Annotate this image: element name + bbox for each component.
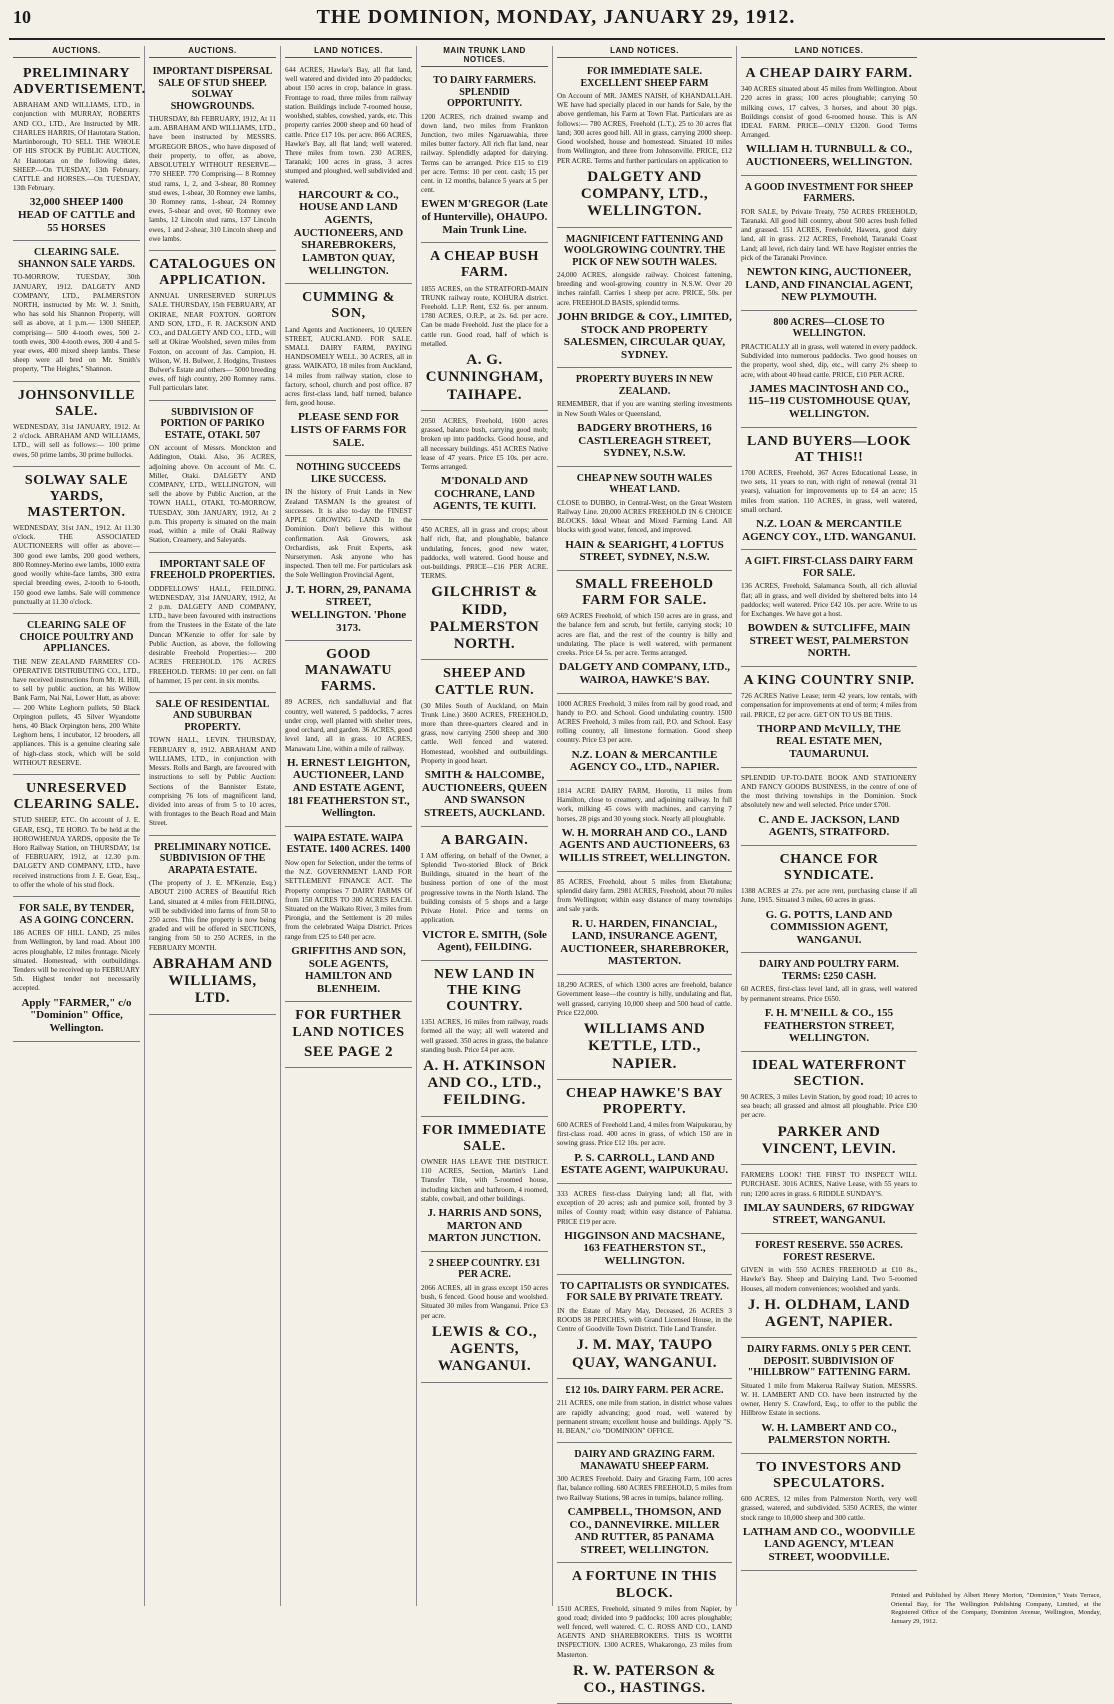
- advertisement: [285, 1004, 412, 1067]
- advertisement: [741, 1456, 917, 1571]
- ad-advertiser: PARKER AND VINCENT, LEVIN.: [761, 1123, 897, 1157]
- ad-heading: CHEAP HAWKE'S BAY PROPERTY.: [565, 1085, 724, 1117]
- ad-body: REMEMBER, that if you are wanting sterling investments in New South Wales or Queensland,: [557, 400, 732, 418]
- advertisement: [741, 955, 917, 1051]
- advertisement: [741, 62, 917, 176]
- ad-body: On Account of MR. JAMES NAISH, of KHANDALLAH. WE have had specially placed in our hands for Sale, by the above gentleman, his Farm at Town Flat. Particulars are as follows:— 780 ACRES, Freehold (L.T.), 25 to 30 acres flat land; 300 acres good hill. All in grass, carrying 2000 sheep. Good woolshed, house and homestead. Situated 10 miles from Wellington, and three from Johnsonville. PRICE, £12 PER ACRE. Terms and further particulars on application to: [557, 92, 732, 165]
- ad-advertiser: H. ERNEST LEIGHTON, AUCTIONEER, LAND AND ESTATE AGENT, 181 FEATHERSTON ST., Wellington.: [286, 756, 411, 820]
- ad-heading: PRELIMINARY ADVERTISEMENT.: [13, 66, 146, 98]
- ad-body: 1351 ACRES, 16 miles from railway, roads formed all the way; all well watered and well grassed. 350 acres in grass, the balance standing bush. Price £4 per acre.: [421, 1018, 548, 1054]
- ad-advertiser: W. H. MORRAH AND CO., LAND AGENTS AND AUCTIONEERS, 63 WILLIS STREET, WELLINGTON.: [558, 826, 731, 865]
- ad-body: IN the history of Fruit Lands in New Zealand TASMAN Is the greatest of successes. It is also to-day the FINEST APPLE GROWING LAND In the Dominion. Don't believe this without confirmation. Ask Growers, ask Orchardists, ask Fruit Experts, ask Nurserymen. Ask anyone who has inspected. Then tell me. For particulars ask the Sole Wellington Provincial Agent,: [285, 488, 412, 580]
- ad-advertiser: GRIFFITHS AND SON, SOLE AGENTS, HAMILTON AND BLENHEIM.: [291, 944, 406, 995]
- ad-advertiser: LATHAM AND CO., WOODVILLE LAND AGENCY, M'LEAN STREET, WOODVILLE.: [742, 1525, 916, 1564]
- ad-heading: FOR SALE, BY TENDER, AS A GOING CONCERN.: [19, 903, 134, 926]
- ad-advertiser: SEE PAGE 2: [304, 1043, 393, 1060]
- ad-heading: CATALOGUES ON APPLICATION.: [149, 257, 276, 289]
- advertisement: [149, 62, 276, 251]
- advertisement: [149, 838, 276, 1015]
- advertisement: [557, 1082, 732, 1184]
- ad-body: Land Agents and Auctioneers, 10 QUEEN STREET, AUCKLAND. FOR SALE. SMALL DAIRY FARM, PAYING HANDSOMELY WELL. 30 ACRES, all in grass. WAIKATO, 18 miles from Auckland, 14 miles from railway station, close to factory, school, church and post office. 87 acres first-class land, half turned, balance fern, good house.: [285, 325, 412, 408]
- ad-advertiser: HIGGINSON AND MACSHANE, 163 FEATHERSTON ST., WELLINGTON.: [564, 1229, 725, 1268]
- advertisement: [557, 469, 732, 571]
- ad-body: 669 ACRES Freehold, of which 150 acres are in grass, and the balance fern and scrub, but fertile, carrying stock; 10 acres are flat, and the rest of the country is hilly and undulating. The place is well watered, with permanent creeks. Price £4 5s. per acre. Terms arranged.: [557, 612, 732, 658]
- ad-body: 644 ACRES, Hawke's Bay, all flat land, well watered and divided into 20 paddocks; about 150 acres in crop, balance in grass. Frontage to road, three miles from railway station. Buildings include 7-roomed house, woolshed, stables, cowshed, yards, etc. This property carries 2000 sheep and 60 head of cattle. Price £17 10s. per acre. 866 ACRES, Hawke's Bay, all flat land; well watered. Three miles from town. 230 ACRES, Taranaki; 100 acres in grass, 3 acres stumped and ploughed, well subdivided and watered.: [285, 66, 412, 185]
- advertisement: [421, 1254, 548, 1383]
- ad-body: 60 ACRES, first-class level land, all in grass, well watered by permanent streams. Price £650.: [741, 985, 917, 1003]
- ad-advertiser: LEWIS & CO., AGENTS, WANGANUI.: [431, 1323, 538, 1375]
- ad-heading: MAGNIFICENT FATTENING AND WOOLGROWING COUNTRY. THE PICK OF NEW SOUTH WALES.: [563, 233, 726, 268]
- ad-heading: IMPORTANT SALE OF FREEHOLD PROPERTIES.: [150, 558, 275, 582]
- ad-body: IN the Estate of Mary May, Deceased, 26 ACRES 3 ROODS 38 PERCHES, with Grand Licensed House, in the Centre of Goodville Town District. Title Land Transfer.: [557, 1306, 732, 1334]
- ad-advertiser: M'DONALD AND COCHRANE, LAND AGENTS, TE KUITI.: [432, 475, 537, 513]
- advertisement: [557, 874, 732, 975]
- ad-advertiser: HARCOURT & CO., HOUSE AND LAND AGENTS, AUCTIONEERS, AND SHAREBROKERS, LAMBTON QUAY, WELLINGTON.: [293, 188, 404, 277]
- ad-advertiser: NEWTON KING, AUCTIONEER, LAND, AND FINANCIAL AGENT, NEW PLYMOUTH.: [745, 266, 913, 304]
- ad-heading: A KING COUNTRY SNIP.: [743, 673, 915, 689]
- advertisement: [557, 1186, 732, 1275]
- ad-heading: GOOD MANAWATU FARMS.: [305, 647, 392, 695]
- ad-body: THE NEW ZEALAND FARMERS' CO-OPERATIVE DISTRIBUTING CO., LTD., have received instructions from Mr. H. Hill, to sell by public auction, at his Willow Bank Farm, Nai Nai, Lower Hutt, as above:— 200 White Leghorn pullets, 50 Black Orpington pullets, 45 Silver Wyandotte hens, 40 Black Orpington hens, 200 White Leghorn hens, 1 incubator, 12 brooders, all appliances. This is a genuine clearing sale of high-class stock, which will be sold WITHOUT RESERVE.: [13, 657, 140, 767]
- ad-advertiser: A. G. CUNNINGHAM, TAIHAPE.: [425, 352, 544, 403]
- advertisement: [741, 1340, 917, 1454]
- ad-body: 333 ACRES first-class Dairying land; all flat, with exception of 20 acres; ash and pumice soil, fronted by 3 miles of County road; within easy distance of Pahiatua. PRICE £19 per acre.: [557, 1189, 732, 1226]
- ad-body: 90 ACRES, 3 miles Levin Station, by good road; 10 acres to sea beach; all grassed and almost all ploughable. Price £30 per acre.: [741, 1093, 917, 1120]
- ad-heading: DAIRY AND POULTRY FARM. TERMS: £250 CASH.: [759, 959, 899, 982]
- advertisement: [557, 783, 732, 872]
- ad-heading: A CHEAP BUSH FARM.: [430, 249, 539, 281]
- ad-advertiser: C. AND E. JACKSON, LAND AGENTS, STRATFORD.: [758, 813, 900, 839]
- ad-advertiser: BOWDEN & SUTCLIFFE, MAIN STREET WEST, PALMERSTON NORTH.: [747, 622, 911, 660]
- ad-body: 600 ACRES of Freehold Land, 4 miles from Waipukurau, by first-class road. 400 acres in grass, of which 150 are in sowing grass. Price £12 10s. per acre.: [557, 1120, 732, 1148]
- ad-heading: SHEEP AND CATTLE RUN.: [434, 666, 535, 698]
- ad-heading: £12 10s. DAIRY FARM. PER ACRE.: [565, 1384, 724, 1396]
- ad-body: CLOSE to DUBBO, in Central-West, on the Great Western Railway Line. 20,000 ACRES FREEHOLD IN 6 CHOICE BLOCKS. Ideal Wheat and Mixed Farming Land. All blocks with good water, fenced, and improved.: [557, 498, 732, 535]
- ad-body: I AM offering, on behalf of the Owner, a Splendid Two-storied Block of Brick Buildings, situated in the heart of the business portion of one of the most progressive towns in the North Island. The building consists of 5 shops and a large Private Hotel. Price and terms on application.: [421, 851, 548, 925]
- ad-body: 1855 ACRES, on the STRATFORD-MAIN TRUNK railway route, KOHURA district. Freehold. L.I.P. Rent, £32 6s. per annum. 1780 ACRES, O.R.P., at 2s. 6d. per acre. Can be made Freehold. Just the place for a cattle run. Good road, half of which is metalled.: [421, 284, 548, 348]
- ad-body: ANNUAL UNRESERVED SURPLUS SALE. THURSDAY, 15th FEBRUARY, AT OKIRAE, NEAR FOXTON. GORTON AND SON, LTD., F. R. JACKSON AND CO., and DALGETY AND CO., LTD., will sell at Okirae Woolshed, seven miles from Foxton, on account of Jas. Campion, H. Wilson, W. H. Bulwer, J. Hodgins, Trustees Bulwer's Estate and others— 5000 breeding ewes, off high country, 200 Romney rams. Full particulars later.: [149, 292, 276, 393]
- ad-heading: DAIRY AND GRAZING FARM. MANAWATU SHEEP FARM.: [574, 1449, 715, 1472]
- advertisement: [741, 1236, 917, 1338]
- advertisement: [557, 230, 732, 369]
- ad-body: 300 ACRES Freehold. Dairy and Grazing Farm, 100 acres flat, balance rolling. 680 ACRES FREEHOLD, 5 miles from two Railway Stations, 98 acres in turnips, balance rolling.: [557, 1475, 732, 1502]
- ad-advertiser: PLEASE SEND FOR LISTS OF FARMS FOR SALE.: [290, 411, 407, 449]
- ad-advertiser: WILLIAMS AND KETTLE, LTD., NAPIER.: [583, 1021, 706, 1072]
- ad-heading: LAND BUYERS—LOOK AT THIS!!: [747, 433, 911, 465]
- ad-advertiser: Apply "FARMER," c/o "Dominion" Office, Wellington.: [21, 996, 132, 1034]
- ad-body: 1388 ACRES at 27s. per acre rent, purchasing clause if all June, 1915. Situated 3 miles, 60 acres in grass.: [741, 887, 917, 905]
- ad-heading: PRELIMINARY NOTICE. SUBDIVISION OF THE ARAPATA ESTATE.: [154, 841, 271, 876]
- advertisement: [421, 1119, 548, 1252]
- advertisement: [557, 1277, 732, 1379]
- ad-heading: DAIRY FARMS. ONLY 5 PER CENT. DEPOSIT. SUBDIVISION OF "HILLBROW" FATTENING FARM.: [746, 1344, 911, 1379]
- ad-heading: FOR IMMEDIATE SALE. EXCELLENT SHEEP FARM: [580, 66, 709, 89]
- ad-heading: CLEARING SALE OF CHOICE POULTRY AND APPLIANCES.: [19, 620, 134, 655]
- advertisement: [557, 1565, 732, 1704]
- advertisement: [13, 616, 140, 775]
- advertisement: [557, 370, 732, 466]
- ad-heading: UNRESERVED CLEARING SALE.: [13, 781, 140, 813]
- ad-advertiser: W. H. LAMBERT AND CO., PALMERSTON NORTH.: [761, 1421, 897, 1447]
- ad-advertiser: THORP AND McVILLY, THE REAL ESTATE MEN, TAUMARUNUI.: [757, 722, 901, 761]
- ad-advertiser: 32,000 SHEEP 1400 HEAD OF CATTLE and 55 HORSES: [17, 196, 136, 234]
- column-heading: AUCTIONS.: [13, 46, 140, 58]
- ad-body: 1814 ACRE DAIRY FARM, Horotiu, 11 miles from Hamilton, close to creamery, and adjoining railway. In full work, milking 45 cows with machines, and carrying 7 horses, 28 pigs and 30 young stock. Nearly all ploughable.: [557, 786, 732, 823]
- column-1: [9, 46, 145, 1606]
- ad-body: GIVEN in with 550 ACRES FREEHOLD at £10 8s., Hawke's Bay. Sheep and Dairying Land. Two 5-roomed Houses, all modern conveniences; woolshed and yards.: [741, 1266, 917, 1293]
- column-heading: LAND NOTICES.: [741, 46, 917, 58]
- advertisement: [557, 977, 732, 1080]
- advertisement: [285, 829, 412, 1003]
- column-heading: LAND NOTICES.: [285, 46, 412, 58]
- advertisement: [741, 669, 917, 768]
- ad-advertiser: J. T. HORN, 29, PANAMA STREET, WELLINGTON. 'Phone 3173.: [285, 583, 412, 634]
- ad-heading: SOLWAY SALE YARDS, MASTERTON.: [24, 472, 129, 520]
- ad-heading: FOR FURTHER LAND NOTICES: [292, 1008, 405, 1040]
- ad-heading: NEW LAND IN THE KING COUNTRY.: [434, 966, 535, 1014]
- ad-advertiser: WILLIAM H. TURNBULL & CO., AUCTIONEERS, WELLINGTON.: [745, 143, 913, 169]
- ad-body: (30 Miles South of Auckland, on Main Trunk Line.) 3600 ACRES, FREEHOLD, more than three-quarters cleared and in grass, now carrying 2500 sheep and 300 cattle. Well fenced and watered. Homestead, woolshed and outbuildings. Property in good heart.: [421, 701, 548, 765]
- newspaper-page: [9, 6, 1105, 1697]
- ad-heading: FOREST RESERVE. 550 ACRES. FOREST RESERVE.: [755, 1240, 903, 1263]
- ad-body: 1200 ACRES, rich drained swamp and down land, two miles from Frankton Junction, two miles Ngaruawahia, three miles butter factory. All rich flat land, near railway. Splendidly adapted for dairying. Terms can be arranged. Price £15 to £19 per acre. Terms: 10 per cent. cash; 15 per cent. in 12 months, balance 5 years at 5 per cent.: [421, 112, 548, 195]
- ad-advertiser: J. M. MAY, TAUPO QUAY, WANGANUI.: [572, 1337, 717, 1371]
- ad-advertiser: VICTOR E. SMITH, (Sole Agent), FEILDING.: [422, 928, 547, 954]
- ad-body: WEDNESDAY, 31st JAN., 1912. At 11.30 o'clock. THE ASSOCIATED AUCTIONEERS will offer as above:— 300 good ewe lambs, 200 good wethers, 800 Romney-Merino ewe lambs, 1000 extra good woolly white-face lambs, 300 extra special breeding ewes, 2-tooth to 6-tooth, 150 good ewe lambs. Sale will commence punctually at 11.30 o'clock.: [13, 524, 140, 606]
- ad-body: (The property of J. E. M'Kenzie, Esq.) ABOUT 2100 ACRES of Beautiful Rich Land, situated at 4 miles from FEILDING, will be subdivided into farms of from 50 to 250 acres. This fine property is now being graded and will be offered in SECTIONS, ranging from 50 to 250 ACRES, in the FEBRUARY MONTH.: [149, 879, 276, 952]
- column-heading: LAND NOTICES.: [557, 46, 732, 58]
- advertisement: [285, 458, 412, 641]
- ad-advertiser: DALGETY AND COMPANY, LTD., WAIROA, HAWKE'S BAY.: [559, 661, 730, 686]
- ad-heading: CLEARING SALE. SHANNON SALE YARDS.: [18, 247, 135, 270]
- advertisement: [741, 848, 917, 954]
- advertisement: [741, 770, 917, 846]
- ad-heading: A GIFT. FIRST-CLASS DAIRY FARM FOR SALE.: [744, 556, 914, 579]
- advertisement: [149, 695, 276, 836]
- ad-advertiser: P. S. CARROLL, LAND AND ESTATE AGENT, WAIPUKURAU.: [560, 1151, 729, 1177]
- advertisement: [421, 245, 548, 410]
- ad-heading: A CHEAP DAIRY FARM.: [745, 66, 913, 81]
- ad-advertiser: R. U. HARDEN, FINANCIAL, LAND, INSURANCE AGENT, AUCTIONEER, SHAREBROKER, MASTERTON.: [560, 917, 729, 968]
- ad-advertiser: IMLAY SAUNDERS, 67 RIDGWAY STREET, WANGANUI.: [743, 1201, 915, 1227]
- ad-advertiser: JAMES MACINTOSH AND CO., 115–119 CUSTOMHOUSE QUAY, WELLINGTON.: [747, 382, 911, 421]
- ad-heading: JOHNSONVILLE SALE.: [17, 387, 136, 419]
- advertisement: [13, 243, 140, 381]
- page-number: 10: [13, 7, 31, 27]
- ad-body: 18,290 ACRES, of which 1300 acres are freehold, balance Government lease—the country is hilly, undulating and flat, well grassed, carrying 10,000 sheep and 500 head of cattle. Price £22,000.: [557, 981, 732, 1017]
- ad-heading: CHANCE FOR SYNDICATE.: [779, 851, 879, 883]
- advertisement: [13, 384, 140, 467]
- ad-advertiser: GILCHRIST & KIDD, PALMERSTON NORTH.: [429, 584, 540, 653]
- advertisement: [741, 430, 917, 551]
- ad-body: STUD SHEEP, ETC. On account of J. E. GEAR, ESQ., TE HORO. To be held at the HOROWHENUA YARDS, opposite the Te Horo Railway Station, on THURSDAY, 1st of FEBRUARY, 1912, at 12.30 p.m. DALGETY AND COMPANY, LTD., have received instructions from J. E. Gear, Esq., to offer the whole of his stud flock.: [13, 816, 140, 889]
- ad-body: 1700 ACRES, Freehold, 367 Acres Educational Lease, in two sets, 11 years to run, with right of renewal (rental 31 years), valuation for improvements up to £4 an acre; 15 miles from station. 110 ACRES, in grass, well watered, small orchard.: [741, 468, 917, 514]
- ad-heading: IMPORTANT DISPERSAL SALE OF STUD SHEEP. SOLWAY SHOWGROUNDS.: [152, 66, 273, 112]
- column-3: [281, 46, 417, 1606]
- column-5: [553, 46, 737, 1697]
- ad-body: 1510 ACRES, Freehold, situated 9 miles from Napier, by good road; divided into 9 paddocks; 100 acres ploughable; well fenced, well watered. C. C. ROSS AND CO., LAND AGENTS AND SHAREBROKERS. THIS IS WORTH INSPECTION. 1300 ACRES, Whakarongo, 23 miles from Masterton.: [557, 1604, 732, 1659]
- advertisement: [557, 696, 732, 781]
- advertisement: [557, 573, 732, 694]
- ad-body: 450 ACRES, all in grass and crops; about half rich, flat, and ploughable, balance undulating, fences, good new water, paddocks, well watered. Good house and out-buildings. PRICE—£16 PER ACRE. TERMS.: [421, 526, 548, 581]
- ad-body: 89 ACRES, rich sandalluvial and flat country, well watered, 5 paddocks, 7 acres under crop, well planted with shelter trees, good orchard, and garden. 36 ACRES, good level land, all in grass. 10 ACRES, Manawatu Line, within a mile of railway.: [285, 698, 412, 753]
- advertisement: [285, 286, 412, 456]
- advertisement: [13, 777, 140, 897]
- ad-body: 186 ACRES OF HILL LAND, 25 miles from Wellington, by land road. About 100 acres ploughable, 12 miles frontage. Nicely situated. Homestead, with outbuildings. Tenders will be received up to FEBRUARY 5th. Highest tender not necessarily accepted.: [13, 929, 140, 993]
- ad-heading: 800 ACRES—CLOSE TO WELLINGTON.: [773, 316, 885, 340]
- advertisement: [421, 829, 548, 961]
- ad-body: TO-MORROW, TUESDAY, 30th JANUARY, 1912. DALGETY AND COMPANY, LTD., PALMERSTON NORTH, instructed by Mr. W. J. Smith, who has sold his Shannon Property, will sell as above, at 1 p.m.— 1300 SHEEP, comprising— 500 4-tooth ewes, 500 2-tooth ewes, 300 4-tooth ewes, 300 4 and 5-year ewes, 400 mixed sheep lambs. These sheep were all bred on Mr. Smith's property, "The Heights," Shannon.: [13, 273, 140, 374]
- ad-heading: CHEAP NEW SOUTH WALES WHEAT LAND.: [576, 472, 713, 496]
- ad-heading: IDEAL WATERFRONT SECTION.: [751, 1057, 907, 1089]
- advertisement: [741, 178, 917, 311]
- ad-advertiser: JOHN BRIDGE & COY., LIMITED, STOCK AND PROPERTY SALESMEN, CIRCULAR QUAY, SYDNEY.: [557, 310, 732, 361]
- ad-body: 85 ACRES, Freehold, about 5 miles from Eketahuna; splendid dairy farm. 2981 ACRES, Freehold, about 70 miles from Wellington; within easy distance of many townships and sale yards.: [557, 877, 732, 914]
- ad-body: OWNER HAS LEAVE THE DISTRICT. 110 ACRES, Section, Martin's Land Transfer Title, with 5-roomed house, including kitchen and bathroom, 4 roomed, stable, cowbail, and other buildings.: [421, 1157, 548, 1203]
- ad-body: THURSDAY, 8th FEBRUARY, 1912, At 11 a.m. ABRAHAM AND WILLIAMS, LTD., have been instructed by MESSRS. M'GREGOR BROS., who have disposed of their property, to offer, as above, ABSOLUTELY WITHOUT RESERVE— 770 SHEEP. 770 Comprising— 8 Romney stud rams, 1, 2, and 3-shear, 80 Romney stud ewes, 1-shear, 30 Romney ewe lambs, 30 Romney rams, 1-shear, 24 Romney ewes, 5-shear and over, 60 Romney ewe lambs, 12 Lincoln stud rams, 137 Lincoln ewes, 1 and 2-shear, 310 Lincoln sheep and ewe lambs.: [149, 115, 276, 243]
- advertisement: [421, 522, 548, 660]
- ad-advertiser: F. H. M'NEILL & CO., 155 FEATHERSTON STREET, WELLINGTON.: [763, 1006, 895, 1045]
- advertisement: [13, 62, 146, 241]
- ad-advertiser: EWEN M'GREGOR (Late of Hunterville), OHAUPO. Main Trunk Line.: [421, 198, 548, 236]
- advertisement: [557, 1381, 732, 1443]
- ad-advertiser: CAMPBELL, THOMSON, AND CO., DANNEVIRKE. MILLER AND RUTTER, 85 PANAMA STREET, WELLINGTON.: [567, 1505, 722, 1556]
- ad-body: Now open for Selection, under the terms of the N.Z. GOVERNMENT LAND FOR SETTLEMENT FINANCE ACT. The Property comprises 7 DAIRY FARMS Of from 150 ACRES TO 300 ACRES EACH. Situated on the Waikato River, 3 miles from Pirongia, and the Settlement is 20 miles from the celebrated Waipa District. Prices range from £25 to £40 per acre.: [285, 858, 412, 941]
- advertisement: [13, 899, 140, 1041]
- column-2: [145, 46, 281, 1606]
- ad-body: WEDNESDAY, 31st JANUARY, 1912. At 2 o'clock. ABRAHAM AND WILLIAMS, LTD., will sell as follows:— 100 prime ewes, 50 prime lambs, 30 prime bullocks.: [13, 422, 140, 459]
- ad-heading: TO DAIRY FARMERS. SPLENDID OPPORTUNITY.: [433, 75, 536, 109]
- ad-body: 1000 ACRES Freehold, 3 miles from rail by good road, and handy to P.O. and School. Good undulating country. 1500 ACRES Freehold, 3 miles from rail, P.O. and School. Easy rolling country, all limestone formation. Good sheep country. Price £3 per acre.: [557, 699, 732, 745]
- ad-heading: TO INVESTORS AND SPECULATORS.: [756, 1459, 902, 1491]
- advertisement: [741, 1054, 917, 1165]
- ad-advertiser: N.Z. LOAN & MERCANTILE AGENCY COY., LTD. WANGANUI.: [742, 518, 916, 543]
- ad-body: SPLENDID UP-TO-DATE BOOK AND STATIONERY AND FANCY GOODS BUSINESS, in the centre of one of the most thriving townships in the Dominion. Stock absolutely new and well selected. Price under £700.: [741, 773, 917, 810]
- ad-advertiser: R. W. PATERSON & CO., HASTINGS.: [573, 1662, 716, 1697]
- ad-advertiser: SMITH & HALCOMBE, AUCTIONEERS, QUEEN AND SWANSON STREETS, AUCKLAND.: [421, 769, 548, 820]
- advertisement: [421, 662, 548, 826]
- ad-body: 211 ACRES, one mile from station, in district whose values are rapidly advancing; good road, well watered by permanent stream; excellent house and buildings. Apply "S. H. BEAN," c/o "DOMINION" OFFICE.: [557, 1399, 732, 1435]
- ad-heading: TO CAPITALISTS OR SYNDICATES. FOR SALE BY PRIVATE TREATY.: [560, 1280, 729, 1304]
- ad-body: 2066 ACRES, all in grass except 150 acres bush, 6 fenced. Good house and woolshed. Situated 30 miles from Wanganui. Price £3 per acre.: [421, 1283, 548, 1320]
- advertisement: [285, 62, 412, 284]
- ad-body: 24,000 ACRES, alongside railway. Choicest fattening, breeding and wool-growing country in N.S.W. Over 20 inches rainfall. Carries 1 sheep per acre. PRICE, 50s. per acre. FREEHOLD BASIS, splendid terms.: [557, 271, 732, 307]
- advertisement: [149, 555, 276, 693]
- ad-body: ABRAHAM AND WILLIAMS, LTD., in conjunction with MURRAY, ROBERTS AND CO., LTD., Are Instructed by MR. CHARLES HARRIS, Of Hautotara Station, Martinborough, TO SELL THE WHOLE OF HIS STOCK By PUBLIC AUCTION, At Hautotara on the following dates, SHEEP.—On TUESDAY, 13th February. CATTLE and HORSES.—On TUESDAY, 13th February.: [13, 101, 140, 193]
- advertisement: [149, 403, 276, 553]
- ad-heading: A BARGAIN.: [440, 832, 529, 848]
- advertisement: [285, 643, 412, 827]
- ad-heading: NOTHING SUCCEEDS LIKE SUCCESS.: [296, 462, 401, 485]
- column-heading: AUCTIONS.: [149, 46, 276, 58]
- ad-advertiser: BADGERY BROTHERS, 16 CASTLEREAGH STREET, SYDNEY, N.S.W.: [577, 421, 712, 460]
- column-4: [417, 46, 553, 1606]
- ad-heading: SALE OF RESIDENTIAL AND SUBURBAN PROPERTY.: [155, 698, 270, 733]
- advertisement: [741, 1167, 917, 1234]
- ad-body: ODDFELLOWS' HALL, FEILDING. WEDNESDAY, 31st JANUARY, 1912, At 2 p.m. DALGETY AND COMPANY, LTD., have been favoured with instructions from the Trustees in the Estate of the late Duncan M'Kenzie to offer for sale by Public Auction, as above, the following desirable Freehold Properties:— 200 ACRES FREEHOLD. 176 ACRES FREEHOLD. TERMS: 10 per cent. on fall of hammer, 15 per cent. in six months.: [149, 584, 276, 685]
- ad-advertiser: N.Z. LOAN & MERCANTILE AGENCY CO., LTD., NAPIER.: [569, 748, 720, 774]
- advertisement: [741, 552, 917, 667]
- advertisement: [13, 469, 140, 614]
- ad-advertiser: HAIN & SEARIGHT, 4 LOFTUS STREET, SYDNEY, N.S.W.: [565, 538, 724, 564]
- ad-heading: WAIPA ESTATE. WAIPA ESTATE. 1400 ACRES. 1400: [286, 832, 411, 856]
- ad-heading: FOR IMMEDIATE SALE.: [422, 1122, 547, 1154]
- ad-advertiser: DALGETY AND COMPANY, LTD., WELLINGTON.: [580, 168, 709, 220]
- advertisement: [741, 313, 917, 428]
- advertisement: [421, 413, 548, 520]
- column-heading: MAIN TRUNK LAND NOTICES.: [421, 46, 548, 67]
- masthead: [9, 6, 1105, 40]
- advertisement: [149, 253, 276, 401]
- ad-body: Situated 1 mile from Makerua Railway Station. MESSRS. W. H. LAMBERT AND CO. have been instructed by the owner, Henry S. Crawford, Esq., to offer to the public the Hillbrow Estate in sections.: [741, 1381, 917, 1418]
- ad-body: 340 ACRES situated about 45 miles from Wellington. About 220 acres in grass; 100 acres ploughable; carrying 50 milking cows, 17 calves, 3 horses, and about 30 pigs. Buildings consist of good 6-roomed house. This is AN IDEAL FARM. PRICE—ONLY £3200. Good Terms Arranged.: [741, 85, 917, 140]
- ad-heading: A GOOD INVESTMENT FOR SHEEP FARMERS.: [744, 181, 914, 205]
- ad-advertiser: J. H. OLDHAM, LAND AGENT, NAPIER.: [747, 1296, 911, 1330]
- ad-body: 600 ACRES, 12 miles from Palmerston North, very well grassed, watered, and subdivided. 5350 ACRES, the winter stock range to 10,000 sheep and 300 cattle.: [741, 1495, 917, 1522]
- ad-advertiser: G. G. POTTS, LAND AND COMMISSION AGENT, WANGANUI.: [765, 908, 893, 946]
- ad-body: 726 ACRES Native Lease; term 42 years, low rentals, with compensation for improvements at end of term; 4 miles from rail. PRICE, £2 per acre. GET ON TO US BE THIS.: [741, 692, 917, 719]
- ad-body: ON account of Messrs. Monckton and Addington, Otaki. Also, 36 ACRES, adjoining above. On account of Mr. C. Miller, Otaki. DALGETY AND COMPANY, LTD., WELLINGTON, will sell the above by Public Auction, at the TOWN HALL, OTAKI, TO-MORROW, TUESDAY, 30th JANUARY, 1912, At 2 p.m. This property is situated on the main road, within a mile of Otaki Railway Station, Creamery, and Saleyards.: [149, 444, 276, 545]
- imprint: Printed and Published by Albert Henry Morton, "Dominion," Yeats Terrace, Oriental Bay, for The Wellington Publishing Company, Limited, at the Registered Office of the Company, Dominion Avenue, Wellington, Monday, January 29, 1912.: [891, 1592, 1101, 1625]
- ad-advertiser: J. HARRIS AND SONS, MARTON AND MARTON JUNCTION.: [427, 1207, 542, 1245]
- advertisement: [421, 71, 548, 243]
- advertisement: [421, 963, 548, 1117]
- ad-body: 2050 ACRES, Freehold, 1600 acres grassed, balance bush, carrying good mob; broken up into paddocks. Good house, and all necessary buildings. 451 ACRES Native lease of 47 years. Price £5 10s. per acre. Terms arranged.: [421, 416, 548, 471]
- ad-body: TOWN HALL, LEVIN. THURSDAY, FEBRUARY 8, 1912. ABRAHAM AND WILLIAMS, LTD., in conjunction with Messrs. Rolls and Bargh, are favoured with instructions to sell by Public Auction: Sections of the Bannister Estate, comprising 76 lots of magnificent land, divided into areas of from 5 to 10 acres, with frontages to the Beach Road and Main Street.: [149, 736, 276, 828]
- ad-heading: SUBDIVISION OF PORTION OF PARIKO ESTATE, OTAKI. 507: [160, 406, 265, 441]
- ad-body: FARMERS LOOK! THE FIRST TO INSPECT WILL PURCHASE. 3016 ACRES, Native Lease, with 55 years to run; 1200 acres in grass. 6 RIDDLE SUNDAY'S.: [741, 1171, 917, 1198]
- ad-advertiser: A. H. ATKINSON AND CO., LTD., FEILDING.: [423, 1057, 546, 1109]
- ad-heading: PROPERTY BUYERS IN NEW ZEALAND.: [575, 374, 714, 397]
- ad-heading: A FORTUNE IN THIS BLOCK.: [571, 1569, 718, 1601]
- ad-body: FOR SALE, by Private Treaty, 750 ACRES FREEHOLD, Taranaki. All good hill country, about 500 acres bush felled and grassed. 151 ACRES, Freehold, Hawera, good dairy land, all in grass. 212 ACRES, Freehold, Taranaki Coast Land; all level, rich dairy land. WE have Register entries the pick of the Taranaki Province.: [741, 207, 917, 262]
- ad-advertiser: ABRAHAM AND WILLIAMS, LTD.: [152, 955, 273, 1007]
- ad-body: PRACTICALLY all in grass, well watered in every paddock. Subdivided into numerous paddocks. Two good houses on the property, wool shed, dip, etc., will carry 2½ sheep to acre, with about 40 head cattle. PRICE, £10 PER ACRE.: [741, 342, 917, 379]
- advertisement: [557, 1445, 732, 1563]
- ad-heading: 2 SHEEP COUNTRY. £31 PER ACRE.: [428, 1257, 541, 1281]
- column-6: [737, 46, 921, 1606]
- newspaper-title: THE DOMINION, MONDAY, JANUARY 29, 1912.: [316, 6, 796, 28]
- ad-heading: SMALL FREEHOLD FARM FOR SALE.: [575, 576, 714, 609]
- advertisement: [557, 62, 732, 228]
- ad-body: 136 ACRES, Freehold, Salamanca South, all rich alluvial flat; all in grass, and well divided by sheltered belts into 14 paddocks; well watered. Price £42 10s. per acre. Write to us for Exchanges. We have got a host.: [741, 582, 917, 618]
- ad-heading: CUMMING & SON,: [302, 290, 395, 322]
